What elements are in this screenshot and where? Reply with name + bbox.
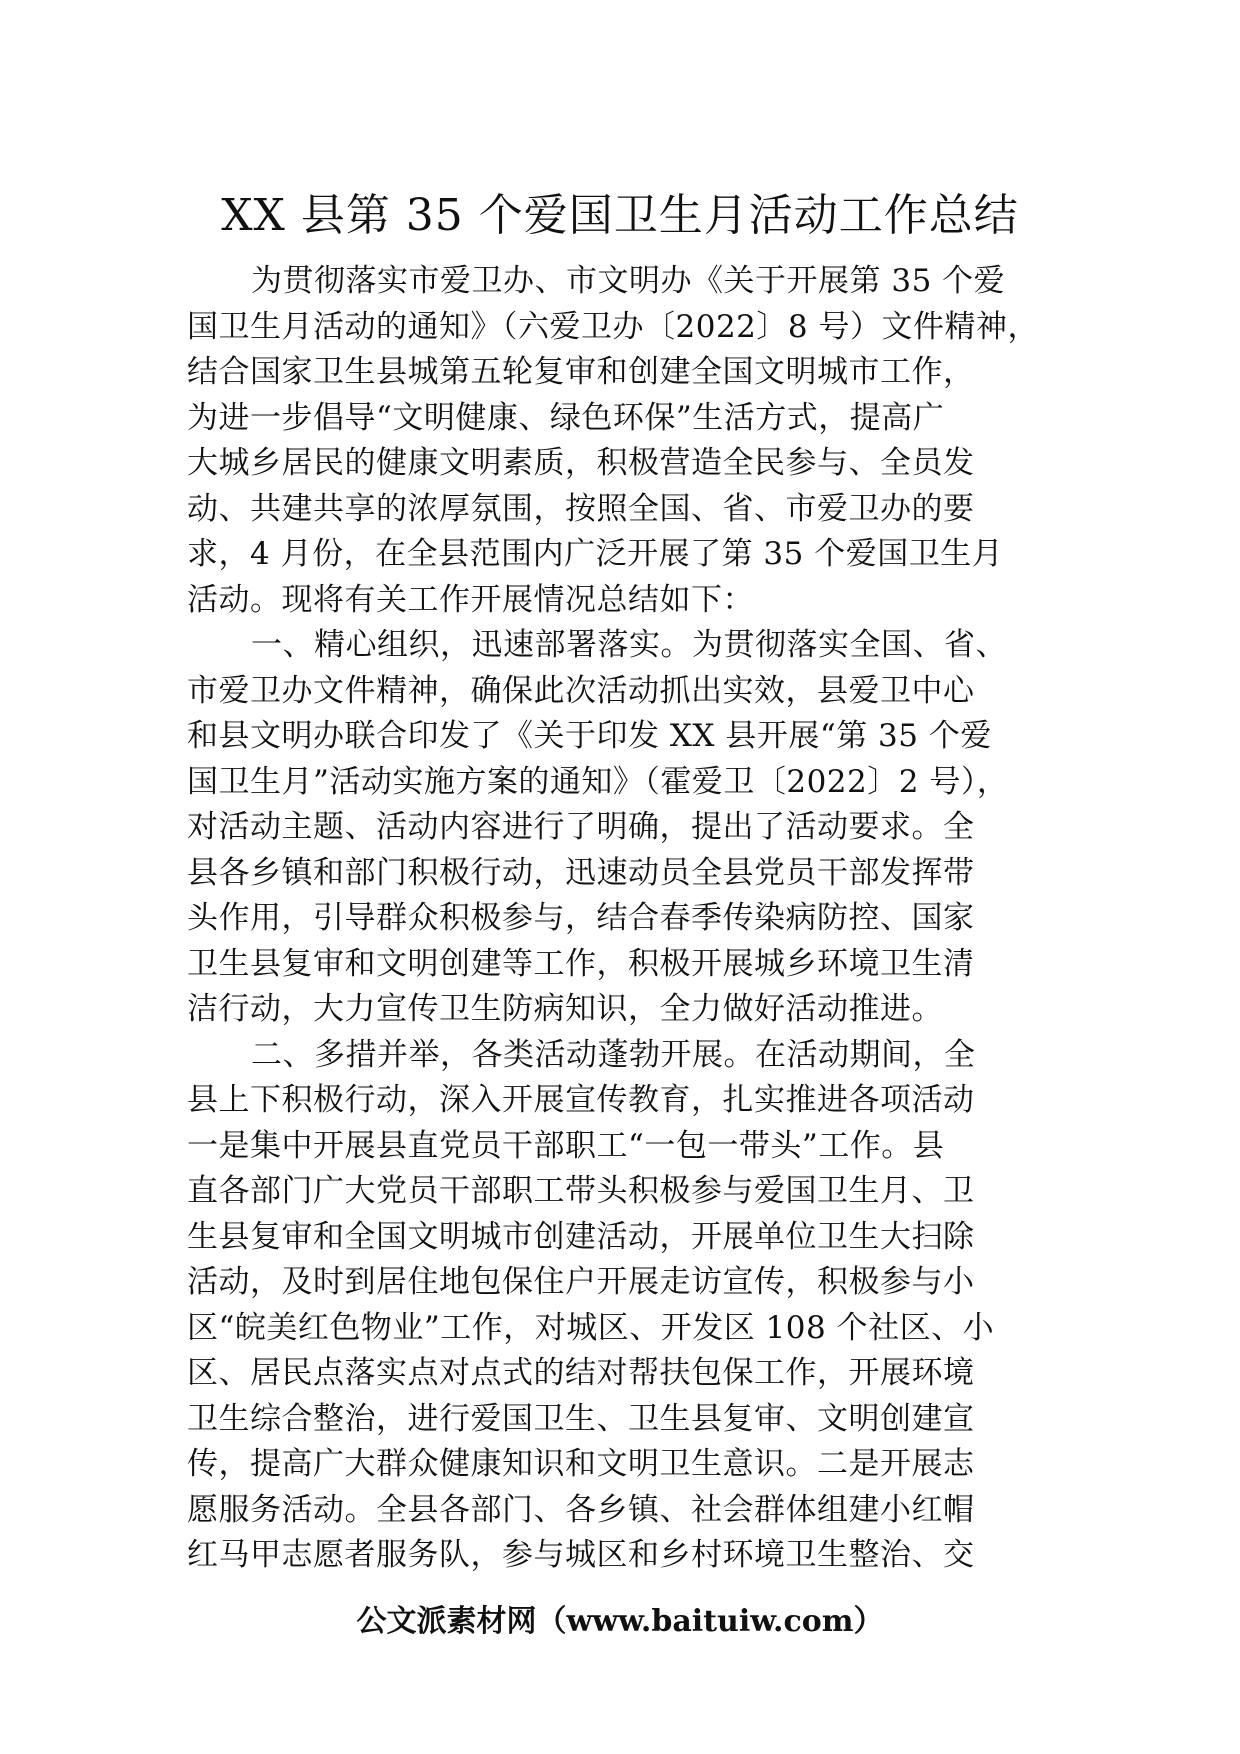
paragraph-line: 活动。现将有关工作开展情况总结如下： — [187, 581, 754, 618]
document-title: XX 县第 35 个爱国卫生月活动工作总结 — [221, 190, 1019, 241]
paragraph-line: 洁行动，大力宣传卫生防病知识，全力做好活动推进。 — [187, 991, 943, 1027]
paragraph-line: 红马甲志愿者服务队，参与城区和乡村环境卫生整治、交 — [187, 1537, 975, 1573]
paragraph-line: 一、精心组织，迅速部署落实。为贯彻落实全国、省、 — [251, 627, 1007, 663]
paragraph-line: 生县复审和全国文明城市创建活动，开展单位卫生大扫除 — [187, 1218, 975, 1255]
paragraph-line: 为贯彻落实市爱卫办、市文明办《关于开展第 35 个爱 — [251, 263, 1006, 299]
paragraph-line: 和县文明办联合印发了《关于印发 XX 县开展“第 35 个爱 — [187, 718, 992, 754]
paragraph-line: 市爱卫办文件精神，确保此次活动抓出实效，县爱卫中心 — [187, 672, 975, 709]
paragraph-line: 传，提高广大群众健康知识和文明卫生意识。二是开展志 — [187, 1446, 975, 1482]
paragraph-line: 县上下积极行动，深入开展宣传教育，扎实推进各项活动 — [187, 1082, 975, 1118]
paragraph-line: 区、居民点落实点对点式的结对帮扶包保工作，开展环境 — [187, 1355, 975, 1391]
paragraph-line: 大城乡居民的健康文明素质，积极营造全民参与、全员发 — [187, 445, 975, 481]
paragraph-line: 国卫生月”活动实施方案的通知》（霍爱卫〔2022〕2 号）， — [187, 763, 1009, 800]
footer-source: 公文派素材网（www.baituiw.com） — [356, 1604, 884, 1639]
paragraph-line: 结合国家卫生县城第五轮复审和创建全国文明城市工作， — [187, 354, 975, 390]
paragraph-line: 求，4 月份，在全县范围内广泛开展了第 35 个爱国卫生月 — [187, 536, 1004, 572]
paragraph-line: 对活动主题、活动内容进行了明确，提出了活动要求。全 — [187, 809, 975, 845]
paragraph-line: 区“皖美红色物业”工作，对城区、开发区 108 个社区、小 — [187, 1309, 995, 1346]
paragraph-line: 愿服务活动。全县各部门、各乡镇、社会群体组建小红帽 — [187, 1491, 975, 1528]
paragraph-line: 活动，及时到居住地包保住户开展走访宣传，积极参与小 — [187, 1264, 975, 1300]
paragraph-line: 一是集中开展县直党员干部职工“一包一带头”工作。县 — [187, 1127, 945, 1164]
paragraph-line: 动、共建共享的浓厚氛围，按照全国、省、市爱卫办的要 — [187, 490, 975, 527]
paragraph-line: 县各乡镇和部门积极行动，迅速动员全县党员干部发挥带 — [187, 854, 975, 891]
paragraph-line: 卫生县复审和文明创建等工作，积极开展城乡环境卫生清 — [187, 945, 975, 982]
paragraph-line: 头作用，引导群众积极参与，结合春季传染病防控、国家 — [187, 900, 975, 936]
document-body — [187, 259, 1087, 1579]
paragraph-line: 国卫生月活动的通知》（六爱卫办〔2022〕8 号）文件精神， — [187, 308, 1039, 345]
paragraph-line: 卫生综合整治，进行爱国卫生、卫生县复审、文明创建宣 — [187, 1400, 975, 1437]
paragraph-line: 直各部门广大党员干部职工带头积极参与爱国卫生月、卫 — [187, 1173, 975, 1209]
paragraph-line: 二、多措并举，各类活动蓬勃开展。在活动期间，全 — [251, 1036, 976, 1073]
paragraph-line: 为进一步倡导“文明健康、绿色环保”生活方式，提高广 — [187, 399, 945, 436]
